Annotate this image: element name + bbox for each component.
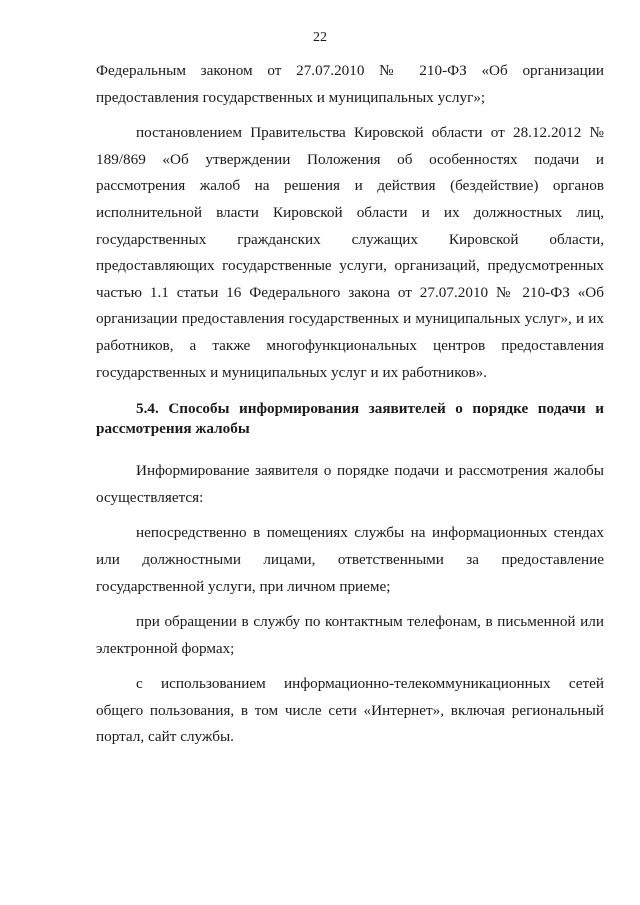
paragraph-informing-phone-written: при обращении в службу по контактным телефонам, в письменной или электронной формах; bbox=[96, 613, 604, 657]
document-body bbox=[96, 58, 604, 751]
paragraph-federal-law: Федеральным законом от 27.07.2010 № 210-ФЗ «Об организации предоставления государственных и муниципальных услуг»; bbox=[96, 62, 604, 106]
paragraph-informing-in-person: непосредственно в помещениях службы на информационных стендах или должностными лицами, ответственными за предоставление государственной услуги, при личном приеме; bbox=[96, 524, 604, 595]
paragraph-kirov-resolution: постановлением Правительства Кировской области от 28.12.2012 № 189/869 «Об утверждении Положения об особенностях подачи и рассмотрения жалоб на решения и действия (бездействие) органов исполнительной власти Кировской области и их должностных лиц, государственных гражданских служащих Кировской области, предоставляющих государственные услуги, организаций, предусмотренных частью 1.1 статьи 16 Федерального закона от 27.07.2010 № 210-ФЗ «Об организации предоставления государственных и муниципальных услуг», и их работников, а также многофункциональных центров предоставления государственных и муниципальных услуг и их работников». bbox=[96, 124, 604, 381]
paragraph-informing-intro: Информирование заявителя о порядке подачи и рассмотрения жалобы осуществляется: bbox=[96, 462, 604, 506]
section-heading-5-4: 5.4. Способы информирования заявителей о порядке подачи и рассмотрения жалобы bbox=[96, 400, 604, 438]
page-number: 22 bbox=[313, 30, 327, 45]
paragraph-informing-internet: с использованием информационно-телекоммуникационных сетей общего пользования, в том числе сети «Интернет», включая региональный портал, сайт службы. bbox=[96, 675, 604, 746]
